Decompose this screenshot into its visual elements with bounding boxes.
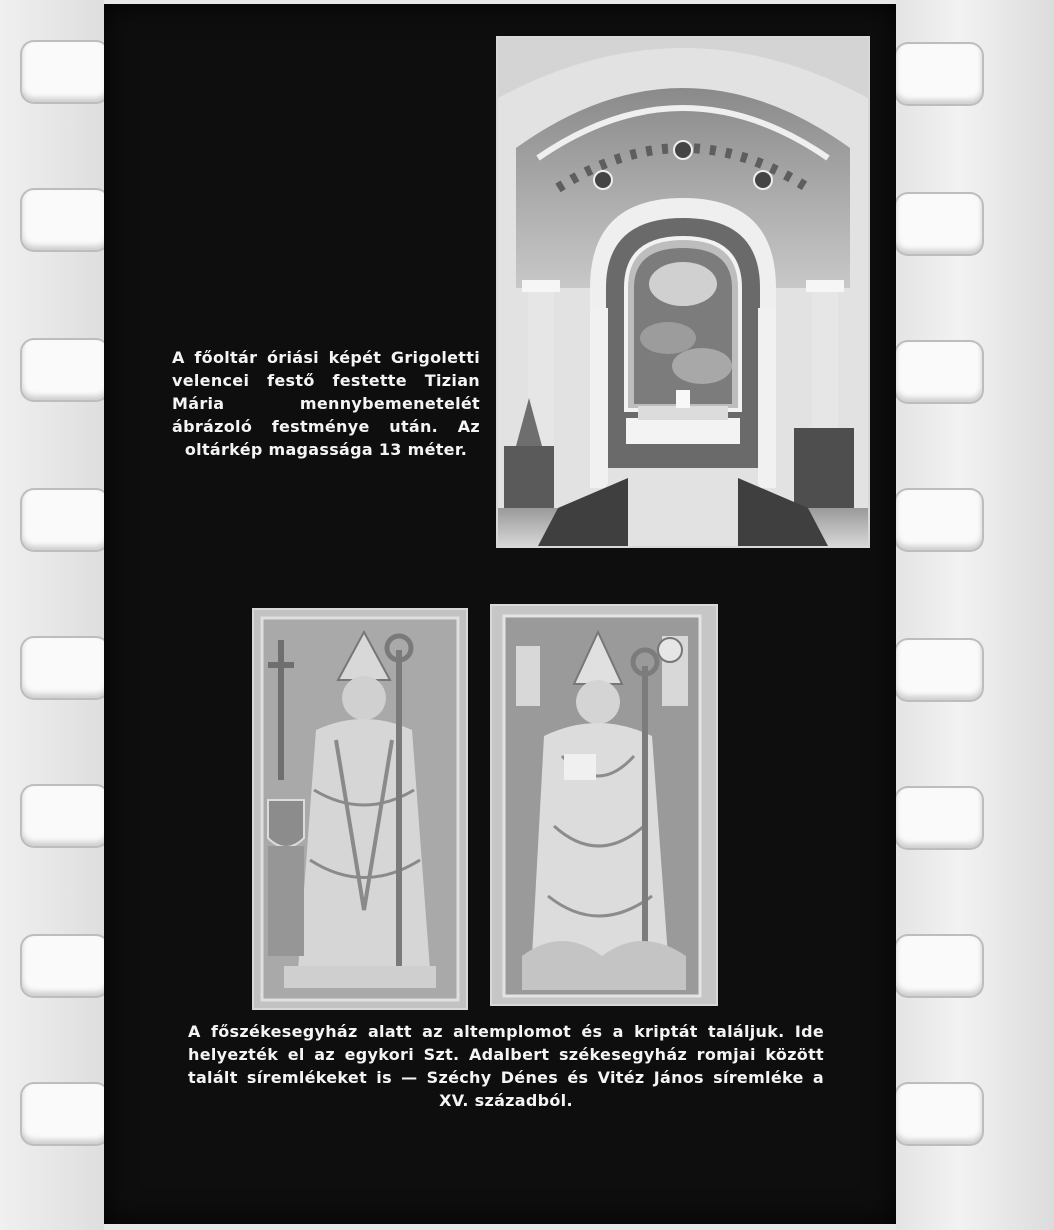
sprocket-hole xyxy=(896,640,982,700)
sprocket-hole xyxy=(22,340,108,400)
crypt-caption: A főszékesegyház alatt az altemplomot és a kriptát találjuk. Ide helyezték el az egykori Szt. Adalbert székesegyház romjai között talált síremlékeket is — Széchy Dénes és Vitéz János síremléke a XV. századból. xyxy=(188,1022,824,1110)
film-edge-left xyxy=(0,0,104,1230)
altar-caption: A főoltár óriási képét Grigoletti velencei festő festette Tizian Mária mennybemenetelét ábrázoló festménye után. Az oltárkép magassága 13 méter. xyxy=(172,348,480,459)
sprocket-hole xyxy=(896,788,982,848)
sprocket-hole xyxy=(896,342,982,402)
sprocket-hole xyxy=(22,42,108,102)
altar-illustration xyxy=(498,38,868,546)
altar-photo xyxy=(496,36,870,548)
sprocket-hole xyxy=(22,786,108,846)
sprocket-hole xyxy=(896,44,982,104)
bishop-relief-illustration xyxy=(492,606,716,1004)
bishop-relief-illustration xyxy=(254,610,466,1008)
sprocket-hole xyxy=(22,490,108,550)
film-edge-right xyxy=(896,0,1054,1230)
sprocket-hole xyxy=(22,638,108,698)
sprocket-hole xyxy=(896,194,982,254)
sprocket-hole xyxy=(22,936,108,996)
sprocket-hole xyxy=(896,936,982,996)
sprocket-hole xyxy=(22,1084,108,1144)
sprocket-hole xyxy=(896,490,982,550)
sprocket-hole xyxy=(22,190,108,250)
tomb-relief-photo-right xyxy=(490,604,718,1006)
sprocket-hole xyxy=(896,1084,982,1144)
tomb-relief-photo-left xyxy=(252,608,468,1010)
